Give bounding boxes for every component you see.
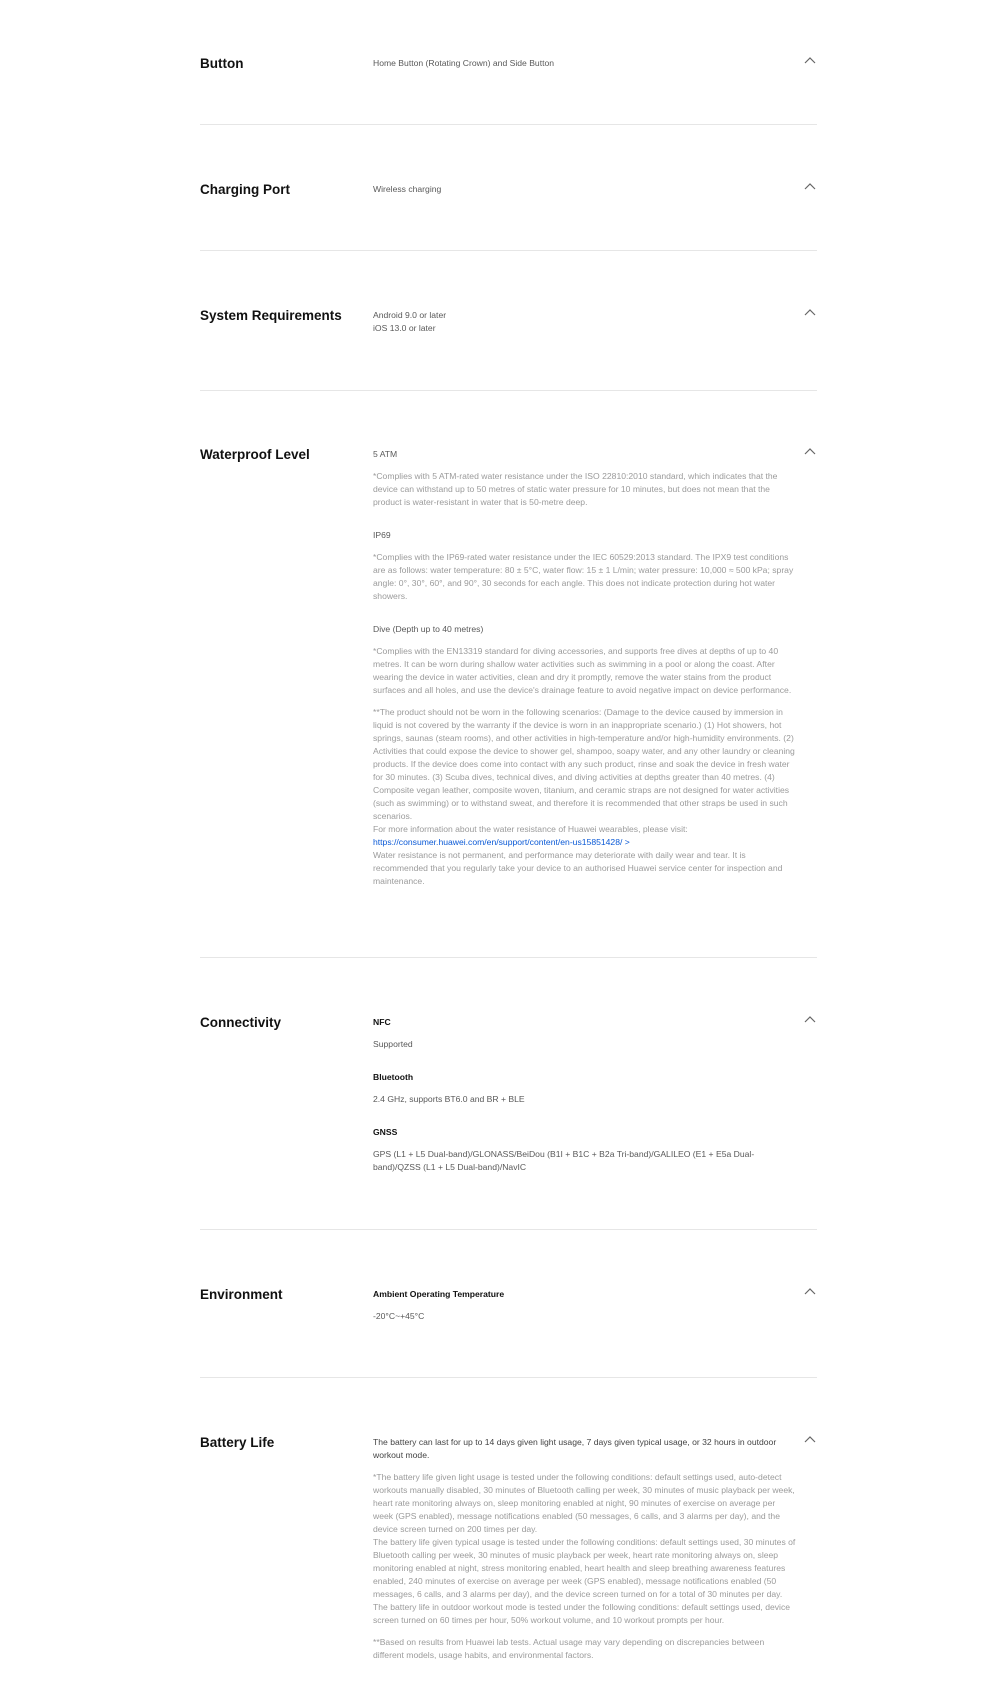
section-content xyxy=(373,448,797,888)
section-content xyxy=(373,1436,797,1662)
spec-value: Supported xyxy=(373,1039,413,1049)
divider xyxy=(200,124,817,125)
spec-label: Bluetooth xyxy=(373,1072,414,1082)
spec-subtitle: 5 ATM xyxy=(373,449,398,459)
divider xyxy=(200,1229,817,1230)
spec-note: *Complies with the EN13319 standard for diving accessories, and supports free dives at depths of up to 40 metres. It can be worn during shallow water activities such as swimming in a pool or along the coast. After wearing the device in water activities, clean and dry it promptly, remove the water stains from the product surfaces and all holes, and use the device's drainage feature to avoid negative impact on device performance. xyxy=(373,646,792,695)
chevron-up-icon[interactable] xyxy=(803,306,817,318)
section-content xyxy=(373,183,797,196)
spec-value: Home Button (Rotating Crown) and Side Button xyxy=(373,58,555,68)
spec-note: The battery life given typical usage is tested under the following conditions: default settings used, 30 minutes of Bluetooth calling per week, 30 minutes of music playback per week, heart rate monitoring always on, sleep monitoring enabled at night, stress monitoring enabled, heart health and sleep breathing awareness features enabled, 240 minutes of exercise on average per week (GPS enabled), message notifications enabled (50 messages, 6 calls, and 3 alarms per day), and the device screen turned on for a total of 30 minutes per day. xyxy=(373,1537,796,1599)
section-content xyxy=(373,57,797,70)
spec-label: Ambient Operating Temperature xyxy=(373,1289,505,1299)
spec-note: *Complies with 5 ATM-rated water resistance under the ISO 22810:2010 standard, which indicates that the device can withstand up to 50 metres of static water pressure for 10 minutes, but does not mean that the product is water-resistant in water that is 50-metre deep. xyxy=(373,471,778,507)
spec-label: GNSS xyxy=(373,1127,398,1137)
section-content xyxy=(373,309,797,335)
spec-value: iOS 13.0 or later xyxy=(373,323,436,333)
section-title: Battery Life xyxy=(200,1435,275,1450)
spec-subtitle: Dive (Depth up to 40 metres) xyxy=(373,624,484,634)
section-title: Charging Port xyxy=(200,182,290,197)
section-content xyxy=(373,1288,797,1323)
spec-note: The battery life in outdoor workout mode is tested under the following conditions: default settings used, device screen turned on 60 times per hour, 50% workout volume, and 10 workout prompts per hour. xyxy=(373,1602,791,1625)
spec-value: 2.4 GHz, supports BT6.0 and BR + BLE xyxy=(373,1094,525,1104)
chevron-up-icon[interactable] xyxy=(803,1013,817,1025)
section-title: Connectivity xyxy=(200,1015,282,1030)
chevron-up-icon[interactable] xyxy=(803,1285,817,1297)
spec-note: *The battery life given light usage is tested under the following conditions: default settings used, auto-detect workouts manually disabled, 30 minutes of Bluetooth calling per week, 30 minutes of music playback per week, heart rate monitoring always on, sleep monitoring enabled at night, 90 minutes of exercise on average per week (GPS enabled), message notifications enabled (50 messages, 6 calls, and 3 alarms per day), and the device screen turned on 200 times per day. xyxy=(373,1472,795,1534)
chevron-up-icon[interactable] xyxy=(803,1433,817,1445)
chevron-up-icon[interactable] xyxy=(803,180,817,192)
spec-value: The battery can last for up to 14 days given light usage, 7 days given typical usage, or 32 hours in outdoor workout mode. xyxy=(373,1437,777,1460)
chevron-up-icon[interactable] xyxy=(803,54,817,66)
spec-note: Water resistance is not permanent, and performance may deteriorate with daily wear and tear. It is recommended that you regularly take your device to an authorised Huawei service center for inspection and maintenance. xyxy=(373,850,783,886)
spec-note: *Complies with the IP69-rated water resistance under the IEC 60529:2013 standard. The IPX9 test conditions are as follows: water temperature: 80 ± 5°C, water flow: 15 ± 1 L/min; water pressure: 10,000 ≈ 500 kPa; spray angle: 0°, 30°, 60°, and 90°, 30 seconds for each angle. This does not indicate protection during hot water showers. xyxy=(373,552,794,601)
section-title: Button xyxy=(200,56,244,71)
spec-disclaimer: **Based on results from Huawei lab tests. Actual usage may vary depending on discrepancies between different models, usage habits, and environmental factors. xyxy=(373,1637,765,1660)
water-resistance-link[interactable]: https://consumer.huawei.com/en/support/content/en-us15851428/ > xyxy=(373,837,630,847)
divider xyxy=(200,390,817,391)
spec-value: GPS (L1 + L5 Dual-band)/GLONASS/BeiDou (B1I + B1C + B2a Tri-band)/GALILEO (E1 + E5a Dual-band)/QZSS (L1 + L5 Dual-band)/NavIC xyxy=(373,1149,755,1172)
spec-value: -20°C~+45°C xyxy=(373,1311,425,1321)
section-title: Environment xyxy=(200,1287,283,1302)
section-title: System Requirements xyxy=(200,308,342,323)
spec-warning: **The product should not be worn in the following scenarios: (Damage to the device caused by immersion in liquid is not covered by the warranty if the device is worn in an inappropriate scenario.) (1) Hot showers, hot springs, saunas (steam rooms), and other activities in high-temperature and/or high-humidity environments. (2) Activities that could expose the device to shower gel, shampoo, soapy water, and any other laundry or cleaning products. If the device does come into contact with any such product, rinse and soak the device in fresh water for 30 minutes. (3) Scuba dives, technical dives, and diving activities at depths greater than 40 metres. (4) Composite vegan leather, composite woven, titanium, and ceramic straps are not designed for water activities (such as swimming) or to withstand sweat, and therefore it is recommended that other straps be used in such scenarios. xyxy=(373,707,795,821)
divider xyxy=(200,250,817,251)
section-content xyxy=(373,1016,797,1174)
spec-label: NFC xyxy=(373,1017,391,1027)
spec-subtitle: IP69 xyxy=(373,530,391,540)
spec-value: Android 9.0 or later xyxy=(373,310,447,320)
section-title: Waterproof Level xyxy=(200,447,310,462)
divider xyxy=(200,1377,817,1378)
spec-value: Wireless charging xyxy=(373,184,442,194)
spec-more-info: For more information about the water resistance of Huawei wearables, please visit: xyxy=(373,824,688,834)
divider xyxy=(200,957,817,958)
chevron-up-icon[interactable] xyxy=(803,445,817,457)
